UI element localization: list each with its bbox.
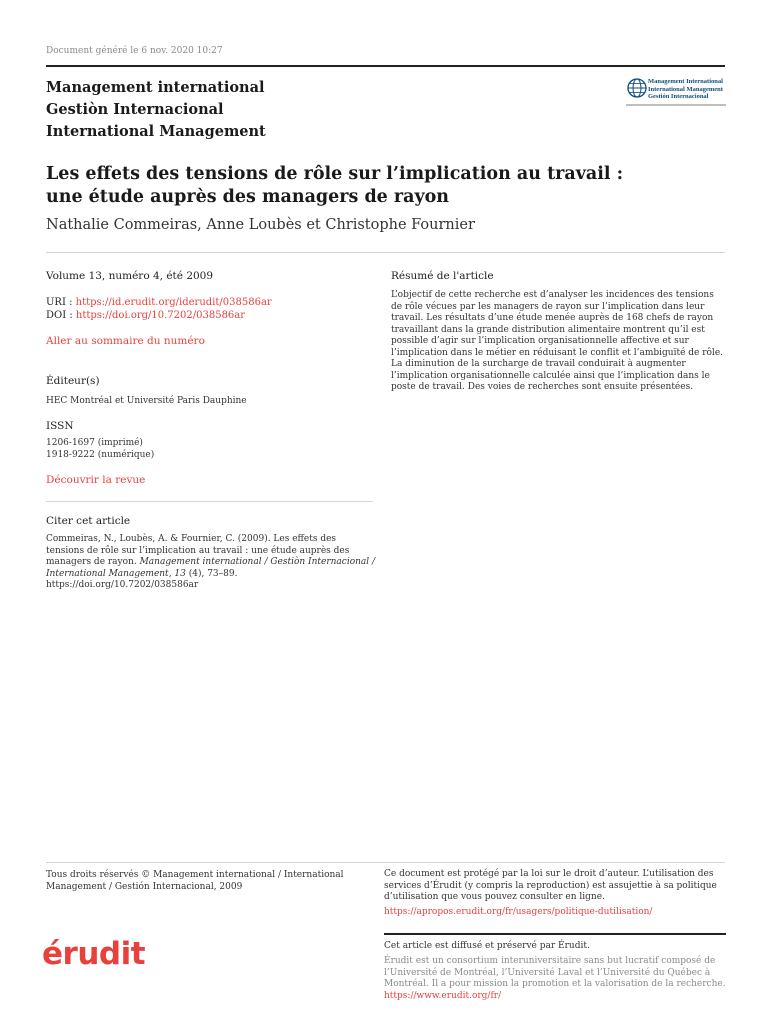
issn-online: 1918-9222 (numérique) (46, 449, 155, 460)
logo-text (648, 78, 723, 101)
consortium-text: Érudit est un consortium interuniversitaire sans but lucratif composé de l’Université de Montréal, l’Université Laval et l’Université du Québec à Montréal. Il a pour mission la promotion et la valorisation de la recherche. (384, 956, 726, 989)
identifiers (46, 296, 272, 322)
article-authors: Nathalie Commeiras, Anne Loubès et Christophe Fournier (46, 217, 475, 233)
citation-part1: Commeiras, N., Loubès, A. & Fournier, C. (2009). Les effets des tensions de rôle sur l’implication au travail : une étude auprès des managers de rayon. (46, 534, 350, 567)
erudit-logo: érudit (42, 936, 146, 972)
usage-text: Ce document est protégé par la loi sur le droit d’auteur. L’utilisation des services d’Érudit (y compris la reproduction) est assujettie à sa politique d’utilisation que vous pouvez consulter en ligne. (384, 869, 717, 902)
publisher-value: HEC Montréal et Université Paris Dauphine (46, 396, 247, 406)
citation-sep: , (168, 568, 175, 579)
copyright-notice: Tous droits réservés © Management international / International Management / Gestión Internacional, 2009 (46, 870, 344, 892)
logo-line-1: Management International (648, 78, 723, 85)
citation-journal: Management international / Gestiòn Internacional / International Management (46, 557, 376, 579)
cite-label: Citer cet article (46, 515, 131, 527)
uri-label: URI : (46, 297, 76, 308)
uri-link[interactable]: https://id.erudit.org/iderudit/038586ar (75, 297, 272, 308)
issue-contents-link[interactable]: Aller au sommaire du numéro (46, 335, 205, 347)
journal-name-es: Gestiòn Internacional (46, 101, 224, 118)
logo-underline (626, 104, 726, 106)
logo-line-2: International Management (648, 85, 723, 93)
abstract-text: L’objectif de cette recherche est d’analyser les incidences des tensions de rôle vécues par les managers de rayon sur l’implication dans leur travail. Les résultats d’une étude menée auprès de 168 chefs de rayon travaillant dans la grande distribution alimentaire montrent qu’il est possible d’agir sur l’implication organisationnelle affective et sur l’implication dans le métier en réduisant le conflit et l’ambiguïté de rôle. La diminution de la surcharge de travail conduirait à augmenter l’implication organisationnelle calculée ainsi que l’implication dans le poste de travail. Des voies de recherches sont ensuite présentées. (391, 290, 724, 392)
header-divider (46, 252, 725, 253)
usage-notice (384, 869, 726, 918)
globe-icon (626, 77, 648, 99)
logo-line-3: Gestión Internacional (648, 93, 709, 100)
doi-link[interactable]: https://doi.org/10.7202/038586ar (75, 310, 246, 321)
discover-journal-link[interactable]: Découvrir la revue (46, 474, 146, 486)
abstract-label: Résumé de l'article (391, 270, 494, 282)
volume-info: Volume 13, numéro 4, été 2009 (46, 270, 214, 282)
citation-volume: 13 (174, 568, 186, 579)
generated-date: Document généré le 6 nov. 2020 10:27 (46, 46, 223, 56)
journal-logo (626, 77, 726, 103)
journal-names (46, 77, 266, 143)
citation-text (46, 534, 376, 592)
citation-part2: (4), 73–89. https://doi.org/10.7202/038586ar (46, 568, 238, 590)
left-divider (46, 501, 373, 502)
erudit-site-link[interactable]: https://www.erudit.org/fr/ (384, 990, 502, 1001)
top-rule (46, 65, 725, 67)
doi-label: DOI : (46, 310, 76, 321)
diffusion-notice: Cet article est diffusé et préservé par Érudit. (384, 941, 590, 951)
footer-rule (384, 933, 726, 935)
article-title: Les effets des tensions de rôle sur l’implication au travail : une étude auprès des managers de rayon (46, 164, 624, 207)
footer-divider (46, 862, 725, 863)
journal-name-en: International Management (46, 123, 266, 140)
issn-print: 1206-1697 (imprimé) (46, 438, 143, 448)
publisher-label: Éditeur(s) (46, 375, 100, 387)
journal-name-fr: Management international (46, 79, 265, 96)
policy-link[interactable]: https://apropos.erudit.org/fr/usagers/politique-dutilisation/ (384, 906, 653, 917)
issn-values (46, 438, 154, 461)
issn-label: ISSN (46, 420, 74, 432)
consortium-notice (384, 956, 726, 1002)
